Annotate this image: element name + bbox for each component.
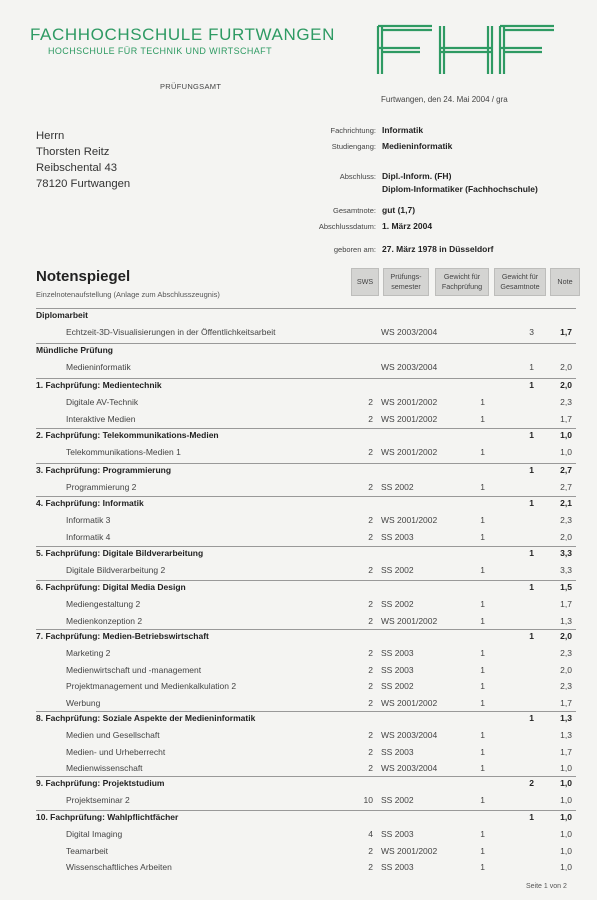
section-title: 4. Fachprüfung: Informatik xyxy=(36,498,144,508)
section-weight: 1 xyxy=(529,498,534,508)
row-weight-fp: 1 xyxy=(480,599,485,609)
recipient-salutation: Herrn xyxy=(36,130,65,142)
row-grade: 1,3 xyxy=(560,730,572,740)
section-grade: 2,0 xyxy=(560,631,572,641)
place-date: Furtwangen, den 24. Mai 2004 / gra xyxy=(381,95,508,104)
row-weight-fp: 1 xyxy=(480,829,485,839)
row-semester: SS 2003 xyxy=(381,648,414,658)
row-sws: 2 xyxy=(368,681,373,691)
row-grade: 1,0 xyxy=(560,763,572,773)
section-weight: 1 xyxy=(529,430,534,440)
row-course-name: Teamarbeit xyxy=(66,845,109,856)
row-course-name: Wissenschaftliches Arbeiten xyxy=(66,862,172,872)
row-sws: 2 xyxy=(368,730,373,740)
institution-subtitle: HOCHSCHULE FÜR TECHNIK UND WIRTSCHAFT xyxy=(48,46,272,56)
row-course-name: Interaktive Medien xyxy=(66,413,136,424)
row-semester: WS 2003/2004 xyxy=(381,327,438,337)
section-title: 9. Fachprüfung: Projektstudium xyxy=(36,778,165,788)
row-sws: 2 xyxy=(368,599,373,609)
row-grade: 1,0 xyxy=(560,795,572,805)
section-grade: 2,7 xyxy=(560,465,572,475)
abschlussdatum-value: 1. März 2004 xyxy=(382,221,433,231)
section-title: Mündliche Prüfung xyxy=(36,345,113,355)
section-grade: 1,0 xyxy=(560,778,572,788)
row-sws: 10 xyxy=(363,795,373,805)
section-title: 2. Fachprüfung: Telekommunikations-Medien xyxy=(36,430,219,440)
row-semester: WS 2001/2002 xyxy=(381,397,438,407)
page-title: Notenspiegel xyxy=(36,268,131,285)
institution-name: FACHHOCHSCHULE FURTWANGEN xyxy=(30,25,335,44)
office-name: PRÜFUNGSAMT xyxy=(160,82,222,91)
section-title: 8. Fachprüfung: Soziale Aspekte der Medieninformatik xyxy=(36,713,256,723)
row-sws: 2 xyxy=(368,413,373,424)
col-header-semester: Prüfungs- semester xyxy=(383,268,429,296)
row-weight-fp: 1 xyxy=(480,795,485,805)
section-title: 10. Fachprüfung: Wahlpflichtfächer xyxy=(36,812,179,822)
fachrichtung-label: Fachrichtung: xyxy=(330,126,376,135)
row-sws: 2 xyxy=(368,447,373,457)
row-semester: WS 2001/2002 xyxy=(381,515,438,525)
row-grade: 1,0 xyxy=(560,845,572,856)
row-weight-fp: 1 xyxy=(480,763,485,773)
section-divider xyxy=(36,343,576,344)
row-weight-fp: 1 xyxy=(480,746,485,757)
row-grade: 2,0 xyxy=(560,664,572,675)
recipient-city: 78120 Furtwangen xyxy=(36,178,131,190)
page-subtitle: Einzelnotenaufstellung (Anlage zum Abschlusszeugnis) xyxy=(36,290,220,299)
row-grade: 2,7 xyxy=(560,482,572,492)
section-divider xyxy=(36,308,576,309)
row-sws: 2 xyxy=(368,482,373,492)
studiengang-label: Studiengang: xyxy=(331,142,376,151)
row-grade: 1,7 xyxy=(560,697,572,708)
row-sws: 2 xyxy=(368,862,373,872)
row-weight-fp: 1 xyxy=(480,862,485,872)
row-weight-fp: 1 xyxy=(480,413,485,424)
section-title: 3. Fachprüfung: Programmierung xyxy=(36,465,172,475)
row-course-name: Programmierung 2 xyxy=(66,482,137,492)
row-course-name: Mediengestaltung 2 xyxy=(66,599,141,609)
row-semester: WS 2001/2002 xyxy=(381,697,438,708)
row-grade: 2,0 xyxy=(560,362,572,372)
row-sws: 4 xyxy=(368,829,373,839)
row-semester: WS 2001/2002 xyxy=(381,615,438,626)
row-sws: 2 xyxy=(368,615,373,626)
row-weight-total: 3 xyxy=(529,327,534,337)
fachrichtung-value: Informatik xyxy=(382,125,424,135)
row-course-name: Informatik 4 xyxy=(66,531,111,542)
row-weight-fp: 1 xyxy=(480,565,485,575)
row-semester: SS 2002 xyxy=(381,795,414,805)
section-grade: 1,5 xyxy=(560,582,572,592)
row-course-name: Telekommunikations-Medien 1 xyxy=(66,447,181,457)
section-grade: 3,3 xyxy=(560,548,572,558)
row-weight-fp: 1 xyxy=(480,482,485,492)
col-header-sws: SWS xyxy=(351,268,379,296)
recipient-street: Reibschental 43 xyxy=(36,162,118,174)
row-course-name: Medien- und Urheberrecht xyxy=(66,746,166,757)
section-weight: 1 xyxy=(529,380,534,390)
row-course-name: Werbung xyxy=(66,697,101,708)
row-weight-fp: 1 xyxy=(480,730,485,740)
geboren-value: 27. März 1978 in Düsseldorf xyxy=(382,244,494,254)
studiengang-value: Medieninformatik xyxy=(382,141,453,151)
row-grade: 2,3 xyxy=(560,648,572,658)
row-course-name: Marketing 2 xyxy=(66,648,111,658)
row-weight-fp: 1 xyxy=(480,447,485,457)
section-divider xyxy=(36,711,576,712)
gesamtnote-value: gut (1,7) xyxy=(382,205,416,215)
row-course-name: Medienkonzeption 2 xyxy=(66,615,143,626)
section-grade: 1,0 xyxy=(560,812,572,822)
row-sws: 2 xyxy=(368,845,373,856)
row-sws: 2 xyxy=(368,531,373,542)
section-title: Diplomarbeit xyxy=(36,310,88,320)
row-semester: SS 2002 xyxy=(381,482,414,492)
col-header-grade: Note xyxy=(550,268,580,296)
section-weight: 2 xyxy=(529,778,534,788)
row-grade: 1,3 xyxy=(560,615,572,626)
recipient-name: Thorsten Reitz xyxy=(36,146,110,158)
section-divider xyxy=(36,629,576,630)
section-divider xyxy=(36,463,576,464)
fhf-logo xyxy=(376,22,556,83)
section-divider xyxy=(36,496,576,497)
row-semester: SS 2002 xyxy=(381,681,414,691)
row-semester: WS 2003/2004 xyxy=(381,730,438,740)
row-sws: 2 xyxy=(368,565,373,575)
row-semester: SS 2003 xyxy=(381,746,414,757)
row-sws: 2 xyxy=(368,397,373,407)
col-header-weight-total: Gewicht für Gesamtnote xyxy=(494,268,546,296)
row-semester: SS 2002 xyxy=(381,599,414,609)
gesamtnote-label: Gesamtnote: xyxy=(333,206,376,215)
section-weight: 1 xyxy=(529,631,534,641)
row-weight-total: 1 xyxy=(529,362,534,372)
row-semester: WS 2003/2004 xyxy=(381,362,438,372)
geboren-label: geboren am: xyxy=(333,245,376,254)
row-weight-fp: 1 xyxy=(480,515,485,525)
section-grade: 1,0 xyxy=(560,430,572,440)
row-course-name: Medienwirtschaft und -management xyxy=(66,664,202,675)
row-grade: 1,7 xyxy=(560,413,572,424)
section-grade: 2,1 xyxy=(560,498,572,508)
section-grade: 1,3 xyxy=(560,713,572,723)
section-title: 1. Fachprüfung: Medientechnik xyxy=(36,380,162,390)
row-course-name: Projektseminar 2 xyxy=(66,795,130,805)
row-semester: SS 2003 xyxy=(381,862,414,872)
page-footer: Seite 1 von 2 xyxy=(526,883,567,890)
row-weight-fp: 1 xyxy=(480,648,485,658)
row-weight-fp: 1 xyxy=(480,531,485,542)
row-course-name: Digital Imaging xyxy=(66,829,123,839)
row-semester: WS 2001/2002 xyxy=(381,413,438,424)
row-weight-fp: 1 xyxy=(480,615,485,626)
row-grade: 1,7 xyxy=(560,746,572,757)
row-course-name: Echtzeit-3D-Visualisierungen in der Öffentlichkeitsarbeit xyxy=(66,327,276,337)
row-sws: 2 xyxy=(368,648,373,658)
section-divider xyxy=(36,580,576,581)
row-weight-fp: 1 xyxy=(480,664,485,675)
row-course-name: Medieninformatik xyxy=(66,362,131,372)
section-weight: 1 xyxy=(529,713,534,723)
row-course-name: Medienwissenschaft xyxy=(66,763,143,773)
row-semester: SS 2003 xyxy=(381,829,414,839)
row-grade: 1,0 xyxy=(560,829,572,839)
row-weight-fp: 1 xyxy=(480,697,485,708)
row-course-name: Informatik 3 xyxy=(66,515,111,525)
row-weight-fp: 1 xyxy=(480,681,485,691)
abschluss-label: Abschluss: xyxy=(339,172,376,181)
row-sws: 2 xyxy=(368,697,373,708)
row-semester: WS 2001/2002 xyxy=(381,447,438,457)
row-grade: 1,7 xyxy=(560,599,572,609)
section-divider xyxy=(36,378,576,379)
row-grade: 3,3 xyxy=(560,565,572,575)
section-weight: 1 xyxy=(529,582,534,592)
section-title: 5. Fachprüfung: Digitale Bildverarbeitung xyxy=(36,548,204,558)
row-semester: SS 2003 xyxy=(381,664,414,675)
section-weight: 1 xyxy=(529,465,534,475)
section-weight: 1 xyxy=(529,548,534,558)
recipient-address xyxy=(36,128,130,192)
abschluss-value-1: Dipl.-Inform. (FH) xyxy=(382,171,452,181)
section-divider xyxy=(36,810,576,811)
abschlussdatum-label: Abschlussdatum: xyxy=(318,222,376,231)
row-weight-fp: 1 xyxy=(480,845,485,856)
section-grade: 2,0 xyxy=(560,380,572,390)
row-semester: SS 2003 xyxy=(381,531,414,542)
section-divider xyxy=(36,546,576,547)
row-grade: 1,0 xyxy=(560,862,572,872)
row-sws: 2 xyxy=(368,763,373,773)
col-header-weight-fp: Gewicht für Fachprüfung xyxy=(435,268,489,296)
row-grade: 2,3 xyxy=(560,515,572,525)
row-grade: 2,3 xyxy=(560,681,572,691)
row-course-name: Digitale AV-Technik xyxy=(66,397,139,407)
row-grade: 2,3 xyxy=(560,397,572,407)
row-sws: 2 xyxy=(368,746,373,757)
row-grade: 1,0 xyxy=(560,447,572,457)
abschluss-value-2: Diplom-Informatiker (Fachhochschule) xyxy=(382,184,538,194)
row-grade: 1,7 xyxy=(560,327,572,337)
row-sws: 2 xyxy=(368,515,373,525)
row-course-name: Digitale Bildverarbeitung 2 xyxy=(66,565,166,575)
section-divider xyxy=(36,776,576,777)
row-weight-fp: 1 xyxy=(480,397,485,407)
section-title: 6. Fachprüfung: Digital Media Design xyxy=(36,582,186,592)
row-semester: WS 2001/2002 xyxy=(381,845,438,856)
section-title: 7. Fachprüfung: Medien-Betriebswirtschaft xyxy=(36,631,209,641)
section-weight: 1 xyxy=(529,812,534,822)
row-semester: SS 2002 xyxy=(381,565,414,575)
section-divider xyxy=(36,428,576,429)
row-sws: 2 xyxy=(368,664,373,675)
row-semester: WS 2003/2004 xyxy=(381,763,438,773)
row-course-name: Projektmanagement und Medienkalkulation 2 xyxy=(66,681,237,691)
row-grade: 2,0 xyxy=(560,531,572,542)
row-course-name: Medien und Gesellschaft xyxy=(66,730,160,740)
